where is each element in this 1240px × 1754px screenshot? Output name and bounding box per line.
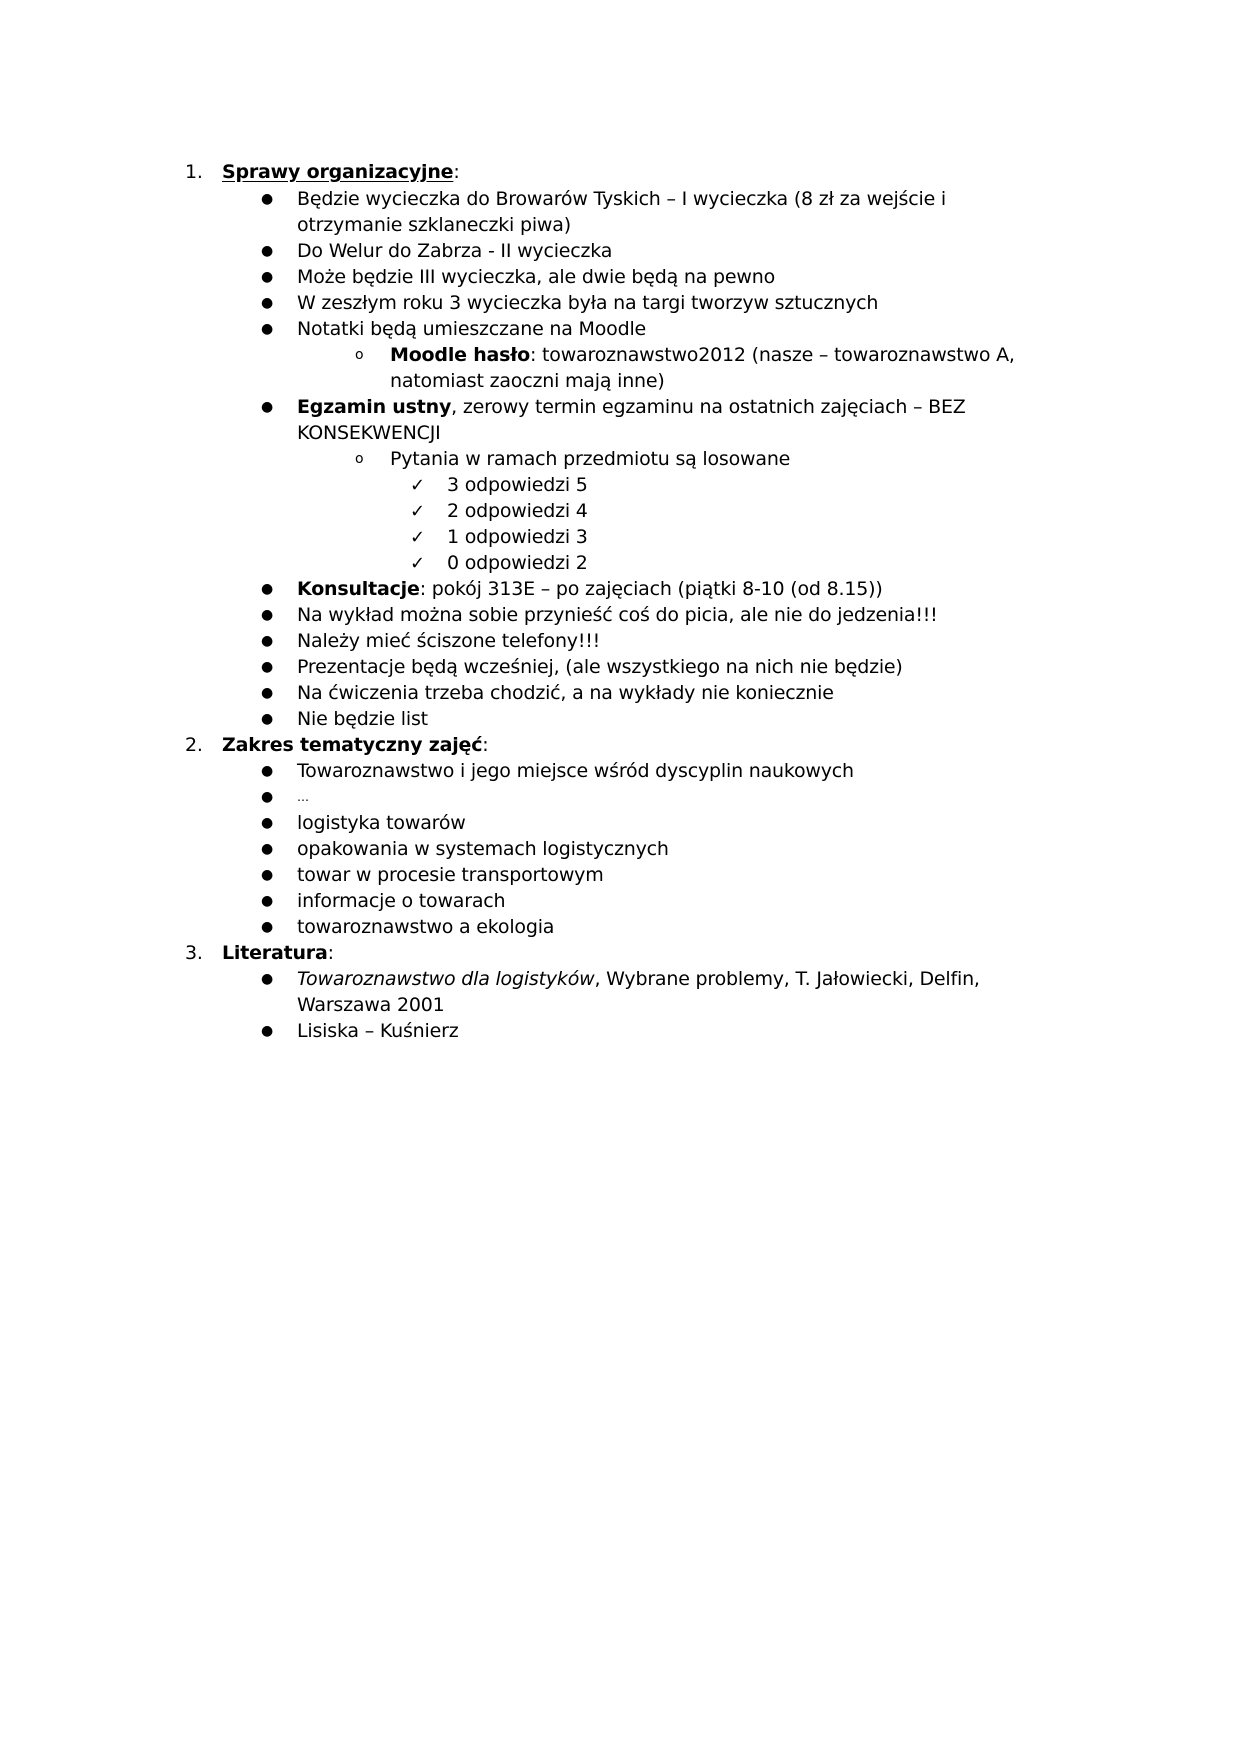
section-number: 3. (185, 942, 203, 964)
bullet-icon: ● (261, 295, 274, 311)
bullet-icon: ● (261, 191, 274, 207)
section-number: 1. (185, 161, 203, 183)
bullet-icon: ● (261, 659, 274, 675)
checkmark-icon: ✓ (410, 501, 425, 522)
circle-bullet-icon: o (355, 451, 364, 467)
bullet-icon: ● (261, 581, 274, 597)
book-title: Towaroznawstwo dla logistyków (297, 968, 595, 990)
bullet-icon: ● (261, 607, 274, 623)
circle-bullet-icon: o (355, 347, 364, 363)
checkmark-icon: ✓ (410, 553, 425, 574)
bullet-icon: ● (261, 685, 274, 701)
bullet-icon: ● (261, 815, 274, 831)
bullet-icon: ● (261, 269, 274, 285)
checkmark-icon: ✓ (410, 475, 425, 496)
section-title: Literatura: (222, 942, 334, 964)
bullet-icon: ● (261, 399, 274, 415)
bullet-icon: ● (261, 893, 274, 909)
bullet-icon: ● (261, 321, 274, 337)
checkmark-icon: ✓ (410, 527, 425, 548)
section-title: Zakres tematyczny zajęć: (222, 734, 489, 756)
bullet-icon: ● (261, 243, 274, 259)
bullet-icon: ● (261, 633, 274, 649)
bullet-icon: ● (261, 867, 274, 883)
bullet-icon: ● (261, 1023, 274, 1039)
bullet-icon: ● (261, 789, 274, 805)
section-number: 2. (185, 734, 203, 756)
bullet-icon: ● (261, 919, 274, 935)
bullet-icon: ● (261, 711, 274, 727)
bullet-icon: ● (261, 763, 274, 779)
bullet-icon: ● (261, 971, 274, 987)
section-title: Sprawy organizacyjne: (222, 161, 460, 183)
document-page: 1. Sprawy organizacyjne: ● Będzie wycieczka do Browarów Tyskich – I wycieczka (8 zł za wejście i otrzymanie szklaneczki piwa) ● Do Welur do Zabrza - II wycieczka ● Może będzie III wycieczka, ale dwie będą na pewno ● W zeszłym roku 3 wycieczka była na targi tworzyw sztucznych ● Notatki będą umieszczane na Moodle o Moodle hasło: towaroznawstwo2012 (nasze – towaroznawstwo A, natomiast zaoczni mają inne) ● Egzamin ustny, zerowy termin egzaminu na ostatnich zajęciach – BEZ KONSEKWENCJI o Pytania w ramach przedmiotu są losowane ✓ 3 odpowiedzi 5 ✓ 2 odpowiedzi 4 ✓ 1 odpowiedzi 3 ✓ 0 odpowiedzi 2 ● Konsultacje: pokój 313E – po zajęciach (piątki 8-10 (od 8.15)) ● Na wykład można sobie przynieść coś do picia, ale nie do jedzenia!!! ● Należy mieć ściszone telefony!!! ● Prezentacje będą wcześniej, (ale wszystkiego na nich nie będzie) ● Na ćwiczenia trzeba chodzić, a na wykłady nie koniecznie ● Nie będzie list 2. Zakres tematyczny zajęć: ● Towaroznawstwo i jego miejsce wśród dyscyplin naukowych ● … ● logistyka towarów ● opakowania w systemach logistycznych ● towar w procesie transportowym ● informacje o towarach ● towaroznawstwo a ekologia 3. Literatura: ● Towaroznawstwo dla logistyków, Wybrane problemy, T. Jałowiecki, Delfin, Warszawa 2001 ● Lisiska – Kuśnierz (0, 0, 1240, 1754)
bullet-icon: ● (261, 841, 274, 857)
